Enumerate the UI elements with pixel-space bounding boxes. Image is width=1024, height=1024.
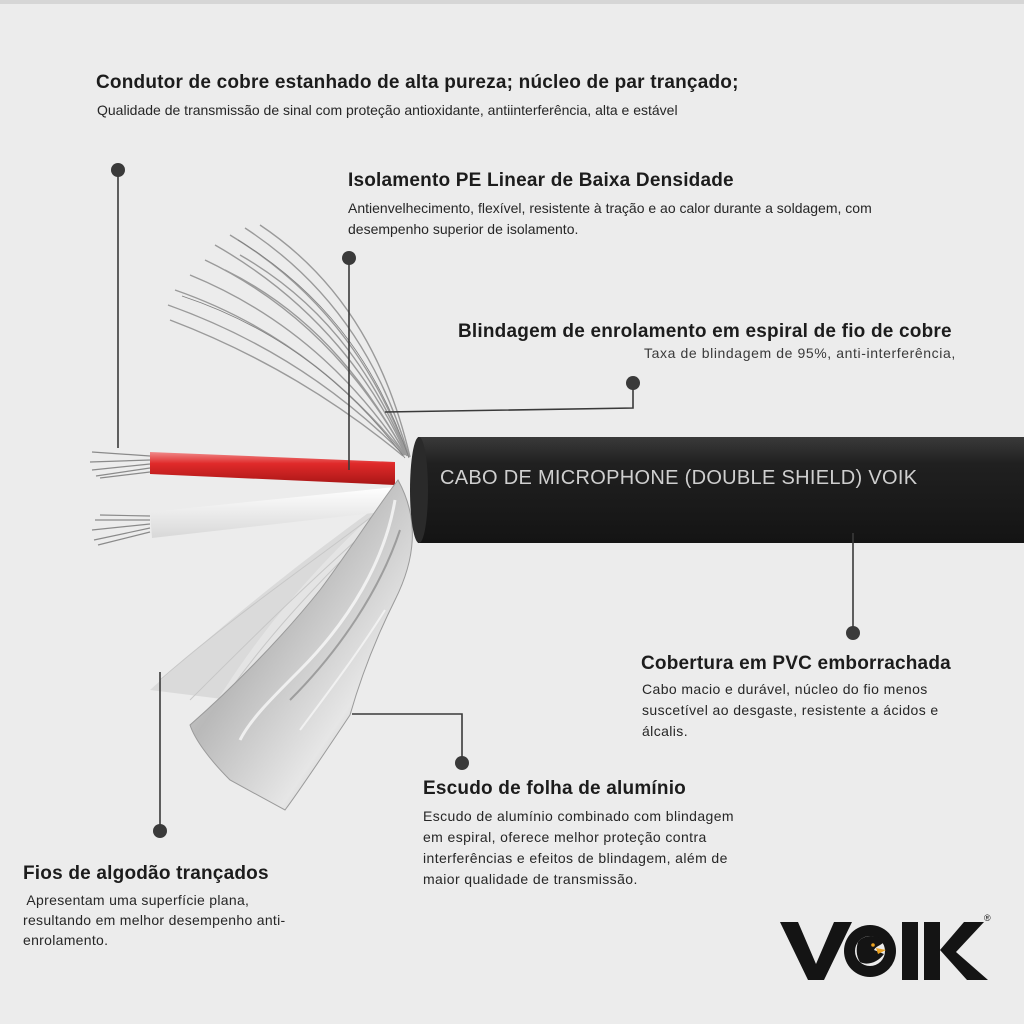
registered-mark: ® — [984, 913, 991, 923]
cotton-desc-line2: resultando em melhor desempenho anti- — [23, 912, 286, 928]
foil-shield-title: Escudo de folha de alumínio — [423, 778, 686, 799]
conductor-description: Qualidade de transmissão de sinal com proteção antioxidante, antiinterferência, alta e estável — [97, 102, 678, 118]
spiral-shield-strands — [168, 225, 410, 457]
foil-desc-line1: Escudo de alumínio combinado com blindagem — [423, 808, 734, 824]
cotton-desc-line1: Apresentam uma superfície plana, — [23, 892, 250, 908]
insulation-title: Isolamento PE Linear de Baixa Densidade — [348, 170, 734, 191]
spiral-shield-description: Taxa de blindagem de 95%, anti-interferência, — [644, 345, 956, 361]
voik-logo — [778, 912, 998, 984]
pvc-desc-line3: álcalis. — [642, 723, 688, 739]
pvc-desc-line1: Cabo macio e durável, núcleo do fio menos — [642, 681, 928, 697]
conductor-title: Condutor de cobre estanhado de alta pureza; núcleo de par trançado; — [96, 72, 739, 93]
cotton-desc-line3: enrolamento. — [23, 932, 109, 948]
foil-desc-line2: em espiral, oferece melhor proteção contra — [423, 829, 707, 845]
foil-desc-line4: maior qualidade de transmissão. — [423, 871, 638, 887]
spiral-shield-title: Blindagem de enrolamento em espiral de fio de cobre — [458, 321, 952, 342]
cable-jacket — [410, 437, 1024, 543]
cotton-title: Fios de algodão trançados — [23, 863, 269, 884]
insulation-desc-line2: desempenho superior de isolamento. — [348, 221, 579, 237]
insulation-desc-line1: Antienvelhecimento, flexível, resistente à tração e ao calor durante a soldagem, com — [348, 200, 872, 216]
pvc-desc-line2: suscetível ao desgaste, resistente a ácidos e — [642, 702, 939, 718]
pvc-cover-title: Cobertura em PVC emborrachada — [641, 653, 951, 674]
foil-desc-line3: interferências e efeitos de blindagem, além de — [423, 850, 728, 866]
cable-print-label: CABO DE MICROPHONE (DOUBLE SHIELD) VOIK — [440, 467, 918, 489]
